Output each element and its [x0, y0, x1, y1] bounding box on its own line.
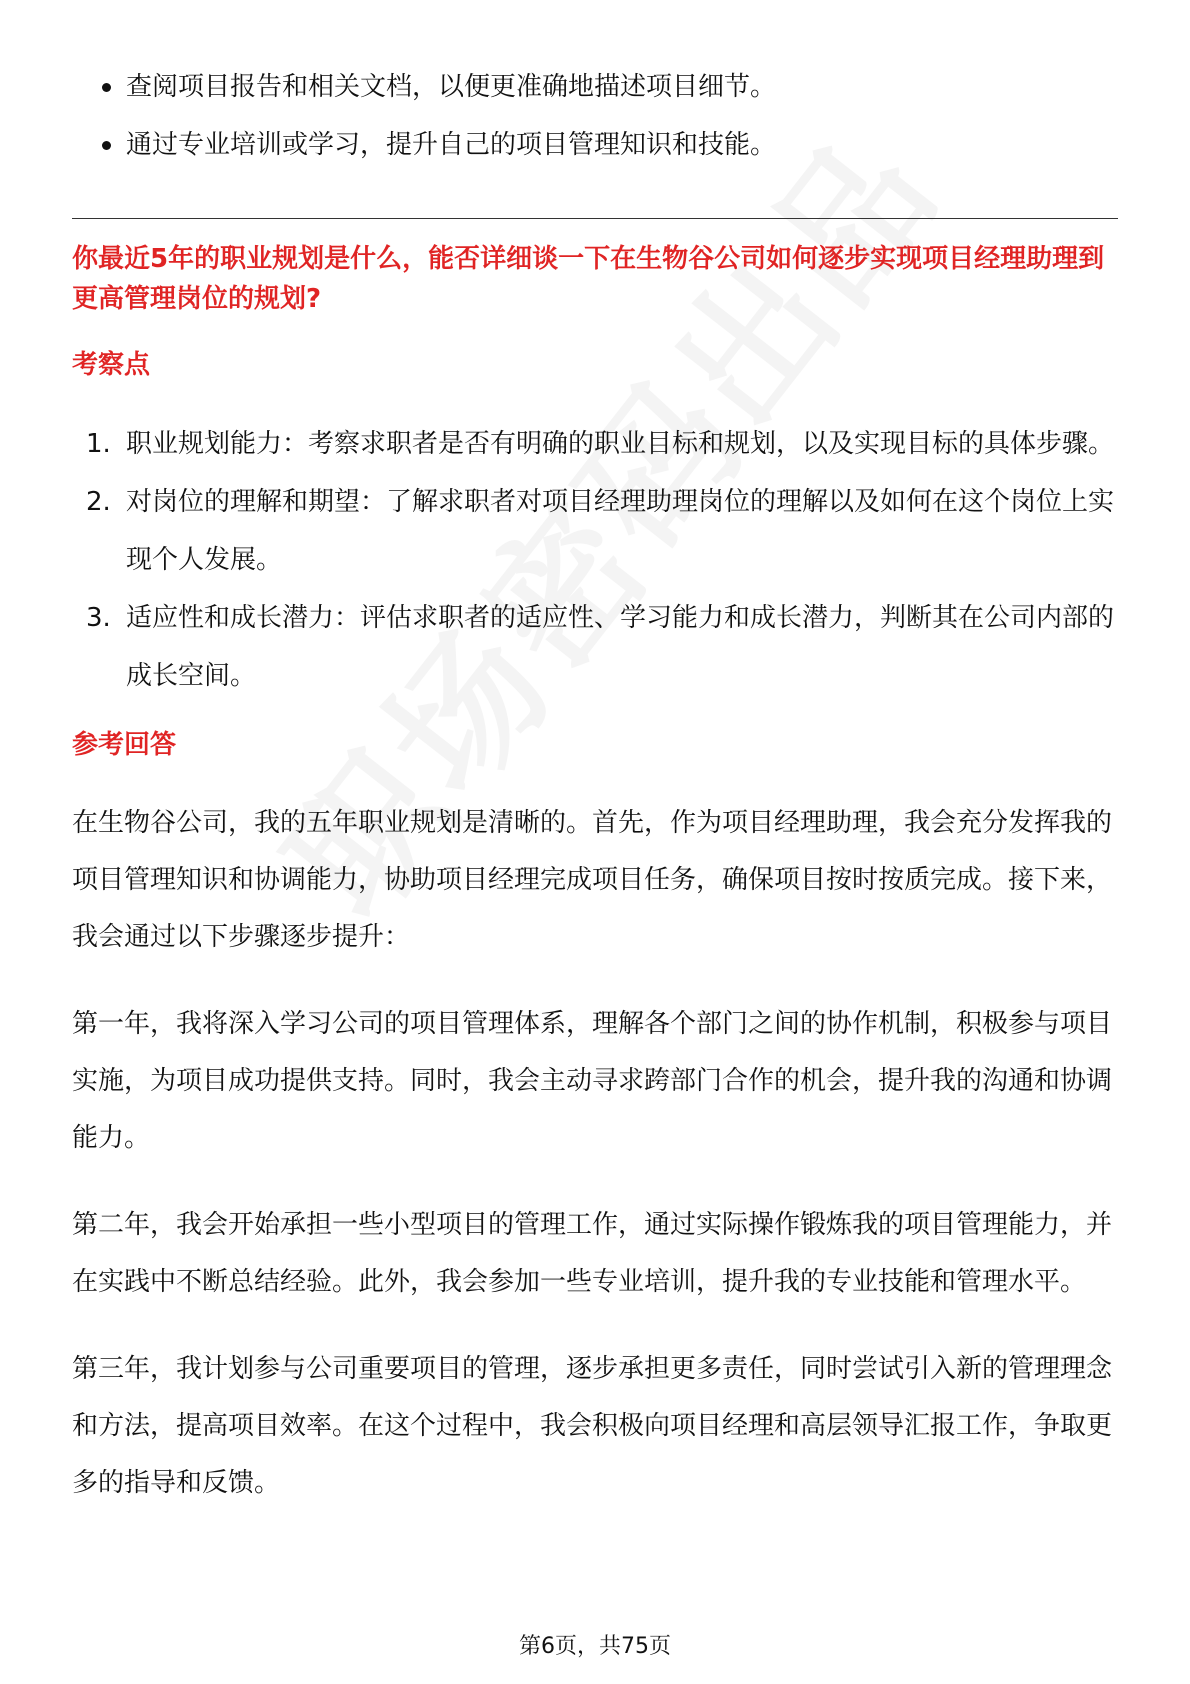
- item-number: 1.: [86, 429, 111, 459]
- section-divider: [72, 218, 1118, 219]
- answer-paragraph: 第三年，我计划参与公司重要项目的管理，逐步承担更多责任，同时尝试引入新的管理理念和方法，提高项目效率。在这个过程中，我会积极向项目经理和高层领导汇报工作，争取更多的指导和反馈。: [72, 1354, 1113, 1498]
- examine-point-item: [72, 589, 1118, 705]
- item-number: 3.: [86, 603, 111, 633]
- page-content: [72, 58, 1118, 1512]
- answer-paragraph: 第一年，我将深入学习公司的项目管理体系，理解各个部门之间的协作机制，积极参与项目实施，为项目成功提供支持。同时，我会主动寻求跨部门合作的机会，提升我的沟通和协调能力。: [72, 1009, 1113, 1153]
- item-number: 2.: [86, 487, 111, 517]
- bullet-text: 查阅项目报告和相关文档，以便更准确地描述项目细节。: [126, 72, 777, 102]
- answer-paragraph: 第二年，我会开始承担一些小型项目的管理工作，通过实际操作锻炼我的项目管理能力，并在实践中不断总结经验。此外，我会参加一些专业培训，提升我的专业技能和管理水平。: [72, 1210, 1113, 1297]
- item-text: 适应性和成长潜力：评估求职者的适应性、学习能力和成长潜力，判断其在公司内部的成长空间。: [126, 603, 1115, 691]
- bullet-dot-icon: [102, 141, 111, 150]
- bullet-list: [72, 58, 1118, 174]
- reference-answer-heading: 参考回答: [72, 730, 177, 760]
- examine-points-list: [72, 415, 1118, 705]
- examine-points-heading: 考察点: [72, 350, 151, 380]
- page-number-footer: 第6页，共75页: [519, 1634, 671, 1659]
- bullet-item: [72, 58, 1118, 116]
- answer-paragraph: 在生物谷公司，我的五年职业规划是清晰的。首先，作为项目经理助理，我会充分发挥我的项目管理知识和协调能力，协助项目经理完成项目任务，确保项目按时按质完成。接下来，我会通过以下步骤逐步提升：: [72, 808, 1113, 952]
- examine-point-item: [72, 473, 1118, 589]
- item-text: 职业规划能力：考察求职者是否有明确的职业目标和规划，以及实现目标的具体步骤。: [126, 429, 1115, 459]
- examine-point-item: [72, 415, 1118, 473]
- bullet-dot-icon: [102, 83, 111, 92]
- bullet-text: 通过专业培训或学习，提升自己的项目管理知识和技能。: [126, 130, 777, 160]
- bullet-item: [72, 116, 1118, 174]
- item-text: 对岗位的理解和期望：了解求职者对项目经理助理岗位的理解以及如何在这个岗位上实现个人发展。: [126, 487, 1115, 575]
- question-heading: 你最近5年的职业规划是什么，能否详细谈一下在生物谷公司如何逐步实现项目经理助理到更高管理岗位的规划?: [72, 244, 1105, 314]
